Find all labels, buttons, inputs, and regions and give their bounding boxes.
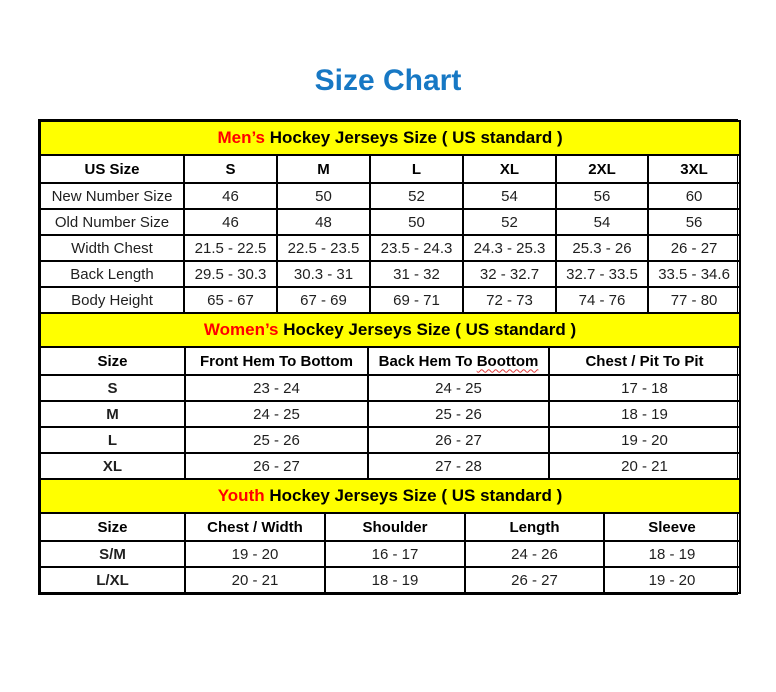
- size-cell: 74 - 76: [556, 287, 648, 313]
- column-header: [368, 347, 549, 375]
- size-cell: 25 - 26: [368, 401, 549, 427]
- size-cell: 52: [463, 209, 556, 235]
- size-cell: 20 - 21: [549, 453, 740, 479]
- size-cell: 19 - 20: [604, 567, 740, 593]
- table-row: [40, 453, 740, 479]
- size-cell: 26 - 27: [648, 235, 740, 261]
- mens-band-cell: [40, 121, 740, 155]
- row-label: S: [40, 375, 185, 401]
- size-cell: 29.5 - 30.3: [184, 261, 277, 287]
- size-cell: 32 - 32.7: [463, 261, 556, 287]
- size-cell: 46: [184, 209, 277, 235]
- table-row: [40, 401, 740, 427]
- size-cell: 56: [648, 209, 740, 235]
- size-cell: 32.7 - 33.5: [556, 261, 648, 287]
- womens-band-highlight: Women’s: [203, 320, 279, 339]
- row-label: XL: [40, 453, 185, 479]
- size-cell: 56: [556, 183, 648, 209]
- column-header: Chest / Pit To Pit: [549, 347, 740, 375]
- table-row: [40, 567, 740, 593]
- youth-section-band: [40, 479, 740, 513]
- size-cell: 26 - 27: [465, 567, 604, 593]
- womens-band-text: Hockey Jerseys Size ( US standard ): [278, 320, 577, 339]
- womens-size-table: [39, 312, 741, 480]
- column-header: Front Hem To Bottom: [185, 347, 368, 375]
- size-cell: 27 - 28: [368, 453, 549, 479]
- table-row: [40, 427, 740, 453]
- column-header: Shoulder: [325, 513, 465, 541]
- size-cell: 69 - 71: [370, 287, 463, 313]
- row-label: Old Number Size: [40, 209, 184, 235]
- youth-band-text: Hockey Jerseys Size ( US standard ): [264, 486, 563, 505]
- size-cell: 18 - 19: [549, 401, 740, 427]
- column-header: Chest / Width: [185, 513, 325, 541]
- youth-band-highlight: Youth: [217, 486, 265, 505]
- table-row: [40, 235, 740, 261]
- column-header: 2XL: [556, 155, 648, 183]
- size-cell: 54: [556, 209, 648, 235]
- size-cell: 18 - 19: [325, 567, 465, 593]
- size-cell: 46: [184, 183, 277, 209]
- size-cell: 19 - 20: [185, 541, 325, 567]
- size-cell: 24 - 26: [465, 541, 604, 567]
- size-cell: 65 - 67: [184, 287, 277, 313]
- column-header: M: [277, 155, 370, 183]
- size-cell: 26 - 27: [368, 427, 549, 453]
- size-cell: 21.5 - 22.5: [184, 235, 277, 261]
- size-cell: 54: [463, 183, 556, 209]
- row-label: M: [40, 401, 185, 427]
- column-header: S: [184, 155, 277, 183]
- mens-size-table: [39, 120, 741, 314]
- youth-size-table: [39, 478, 741, 594]
- column-header: L: [370, 155, 463, 183]
- row-label: New Number Size: [40, 183, 184, 209]
- size-cell: 67 - 69: [277, 287, 370, 313]
- column-header: Sleeve: [604, 513, 740, 541]
- size-cell: 25.3 - 26: [556, 235, 648, 261]
- mens-band-text: Hockey Jerseys Size ( US standard ): [265, 128, 563, 147]
- row-label: Width Chest: [40, 235, 184, 261]
- mens-section-band: [40, 121, 740, 155]
- size-cell: 30.3 - 31: [277, 261, 370, 287]
- page-title: Size Chart: [314, 64, 462, 97]
- row-label: Body Height: [40, 287, 184, 313]
- column-header: XL: [463, 155, 556, 183]
- size-cell: 33.5 - 34.6: [648, 261, 740, 287]
- column-header: US Size: [40, 155, 184, 183]
- size-cell: 31 - 32: [370, 261, 463, 287]
- size-cell: 52: [370, 183, 463, 209]
- column-header: 3XL: [648, 155, 740, 183]
- row-label: S/M: [40, 541, 185, 567]
- size-cell: 26 - 27: [185, 453, 368, 479]
- row-label: L/XL: [40, 567, 185, 593]
- womens-section-band: [40, 313, 740, 347]
- table-row: [40, 541, 740, 567]
- row-label: L: [40, 427, 185, 453]
- header-text: Back Hem To: [378, 352, 477, 370]
- column-header: Size: [40, 513, 185, 541]
- misspelled-word-squiggle: Boottom: [476, 352, 539, 370]
- column-header: Length: [465, 513, 604, 541]
- youth-band-cell: [40, 479, 740, 513]
- size-cell: 77 - 80: [648, 287, 740, 313]
- youth-header-row: [40, 513, 740, 541]
- size-cell: 25 - 26: [185, 427, 368, 453]
- size-cell: 20 - 21: [185, 567, 325, 593]
- size-cell: 24 - 25: [368, 375, 549, 401]
- size-cell: 50: [277, 183, 370, 209]
- size-cell: 22.5 - 23.5: [277, 235, 370, 261]
- size-cell: 48: [277, 209, 370, 235]
- table-row: [40, 261, 740, 287]
- size-cell: 19 - 20: [549, 427, 740, 453]
- womens-band-cell: [40, 313, 740, 347]
- size-chart-block: [38, 119, 738, 595]
- size-cell: 23.5 - 24.3: [370, 235, 463, 261]
- mens-band-highlight: Men’s: [217, 128, 265, 147]
- size-cell: 23 - 24: [185, 375, 368, 401]
- table-row: [40, 183, 740, 209]
- size-cell: 72 - 73: [463, 287, 556, 313]
- size-cell: 50: [370, 209, 463, 235]
- size-cell: 60: [648, 183, 740, 209]
- mens-header-row: [40, 155, 740, 183]
- size-cell: 24 - 25: [185, 401, 368, 427]
- table-row: [40, 209, 740, 235]
- size-cell: 24.3 - 25.3: [463, 235, 556, 261]
- size-cell: 18 - 19: [604, 541, 740, 567]
- size-cell: 17 - 18: [549, 375, 740, 401]
- row-label: Back Length: [40, 261, 184, 287]
- table-row: [40, 375, 740, 401]
- column-header: Size: [40, 347, 185, 375]
- womens-header-row: [40, 347, 740, 375]
- table-row: [40, 287, 740, 313]
- size-cell: 16 - 17: [325, 541, 465, 567]
